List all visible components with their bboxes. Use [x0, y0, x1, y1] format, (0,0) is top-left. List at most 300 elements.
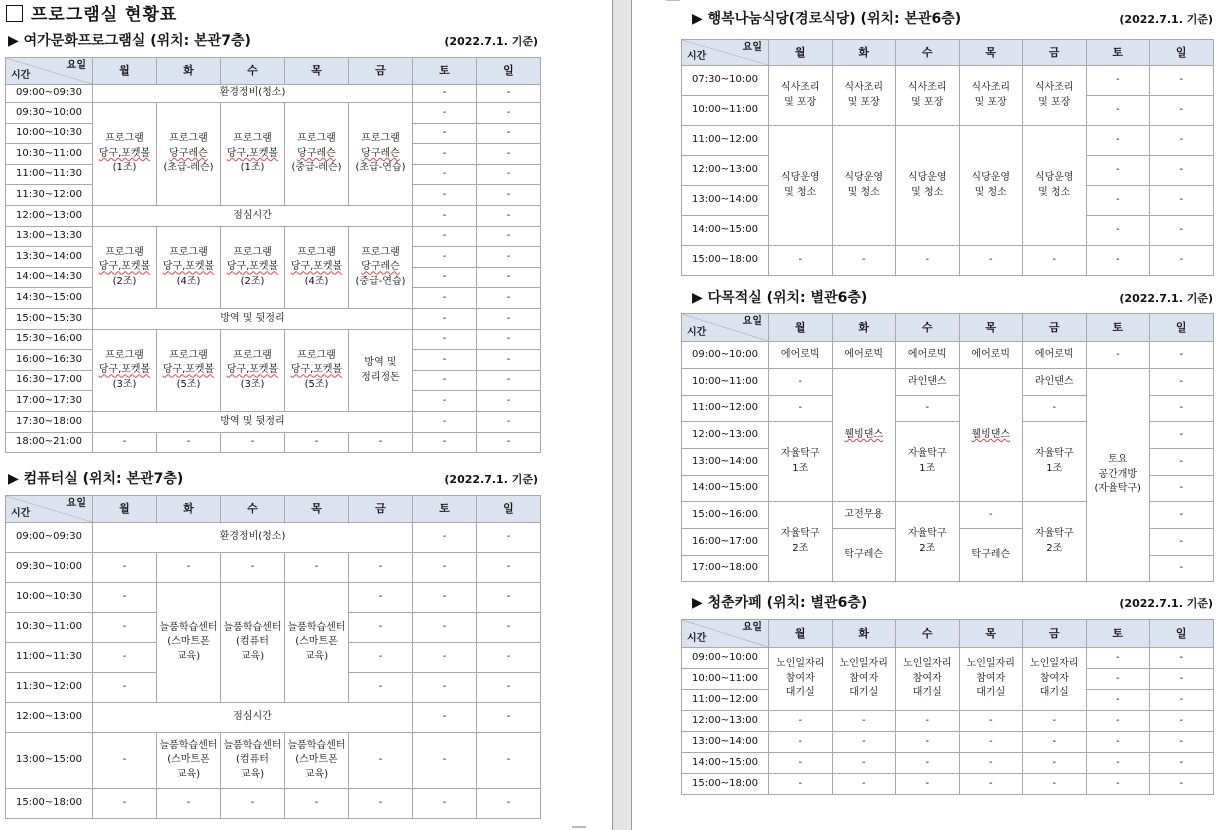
program-block-cell: [93, 330, 157, 412]
empty-slot-cell: -: [157, 433, 221, 453]
table-tennis-lesson-cell: 탁구레슨: [832, 529, 896, 582]
day-header: 일: [1150, 40, 1214, 66]
empty-slot-cell: -: [413, 206, 477, 227]
program-block-cell: [349, 330, 413, 412]
education-entry-line: 늘품학습센터: [287, 739, 346, 751]
empty-slot-cell: -: [413, 247, 477, 268]
wellbeing-dance-cell: [832, 369, 896, 502]
program-entry-line: 당구,포켓볼: [162, 364, 215, 376]
cleanup-cell: 방역 및 뒷정리: [93, 309, 413, 330]
table-tennis-group-cell: [896, 422, 960, 502]
empty-slot-cell: -: [1023, 774, 1087, 795]
empty-slot-cell: -: [413, 643, 477, 673]
day-header: 토: [1086, 40, 1150, 66]
program-entry-line: 프로그램: [105, 133, 144, 145]
day-header: 일: [1150, 620, 1214, 648]
empty-slot-cell: -: [832, 732, 896, 753]
cafeteria-run-cell: [769, 126, 833, 246]
meal-entry-line: 및 청소: [974, 186, 1007, 198]
empty-slot-cell: -: [769, 774, 833, 795]
program-entry-line: 당구,포켓볼: [290, 261, 343, 273]
empty-slot-cell: -: [413, 613, 477, 643]
empty-slot-cell: -: [896, 396, 960, 422]
empty-slot-cell: -: [221, 553, 285, 583]
table-tennis-group-line: 자율탁구: [1034, 448, 1074, 459]
corner-day-label: 요일: [66, 498, 86, 509]
empty-slot-cell: -: [1023, 246, 1087, 276]
time-cell: 18:00~21:00: [6, 433, 93, 453]
empty-slot-cell: -: [1086, 648, 1150, 669]
day-header: 화: [832, 620, 896, 648]
page-corner-mark: [666, 0, 680, 1]
checkbox-icon: [6, 5, 23, 22]
aerobics-cell: 에어로빅: [959, 342, 1023, 369]
day-header: 월: [769, 314, 833, 342]
computer-room-table: [5, 495, 541, 819]
wellbeing-dance-cell: [959, 369, 1023, 502]
day-header: 수: [221, 58, 285, 85]
empty-slot-cell: -: [349, 733, 413, 789]
empty-slot-cell: -: [1086, 186, 1150, 216]
program-entry-line: 프로그램: [169, 246, 208, 258]
program-block-cell: [157, 227, 221, 309]
empty-slot-cell: -: [349, 433, 413, 453]
program-entry-line: (3조): [240, 378, 265, 390]
program-block-cell: [349, 227, 413, 309]
program-entry-line: 당구레슨: [361, 261, 400, 273]
time-cell: 14:00~15:00: [682, 753, 769, 774]
multipurpose-room-title: ▶ 다목적실 (위치: 별관6층): [692, 290, 868, 306]
header-corner-cell: [682, 314, 769, 342]
empty-slot-cell: -: [1150, 529, 1214, 556]
empty-slot-cell: -: [93, 613, 157, 643]
day-header: 목: [285, 496, 349, 523]
empty-slot-cell: -: [93, 673, 157, 703]
time-cell: 13:30~14:00: [6, 247, 93, 268]
day-header: 금: [349, 58, 413, 85]
wellbeing-dance-label: 웰빙댄스: [971, 428, 1011, 440]
empty-slot-cell: -: [349, 553, 413, 583]
meal-entry-line: 식사조리: [907, 82, 947, 93]
env-cleanup-cell: 환경정비(청소): [93, 523, 413, 553]
program-entry-line: 프로그램: [297, 349, 336, 361]
saturday-open-space-line: (자율탁구): [1094, 483, 1141, 495]
table-tennis-group-cell: [1023, 422, 1087, 502]
empty-slot-cell: -: [1150, 690, 1214, 711]
page-corner-mark: [572, 826, 586, 828]
waiting-room-entry-line: 참여자: [976, 672, 1006, 684]
program-entry-line: 당구레슨: [169, 147, 208, 159]
waiting-room-cell: [896, 648, 960, 711]
youth-cafe-table: [681, 619, 1214, 795]
meal-entry-line: 및 포장: [974, 96, 1007, 108]
meal-entry-line: 식당운영: [971, 172, 1011, 183]
day-header: 화: [832, 314, 896, 342]
time-cell: 12:00~13:00: [6, 703, 93, 733]
computer-room-date: (2022.7.1. 기준): [444, 473, 538, 486]
meal-prep-cell: [769, 66, 833, 126]
program-entry-line: 프로그램: [297, 246, 336, 258]
empty-slot-cell: -: [1023, 753, 1087, 774]
empty-slot-cell: -: [1150, 732, 1214, 753]
empty-slot-cell: -: [413, 350, 477, 371]
empty-slot-cell: -: [285, 553, 349, 583]
program-entry-line: 당구레슨: [361, 147, 400, 159]
empty-slot-cell: -: [285, 789, 349, 819]
empty-slot-cell: -: [413, 703, 477, 733]
education-entry-line: 늘품학습센터: [287, 621, 346, 633]
cafeteria-title: ▶ 행복나눔식당(경로식당) (위치: 본관6층): [692, 11, 962, 27]
day-header: 일: [477, 496, 541, 523]
time-cell: 15:00~16:00: [682, 502, 769, 529]
time-cell: 11:00~12:00: [682, 396, 769, 422]
leisure-room-date: (2022.7.1. 기준): [444, 35, 538, 48]
meal-prep-cell: [1023, 66, 1087, 126]
waiting-room-entry-line: 참여자: [785, 672, 815, 684]
empty-slot-cell: -: [1150, 476, 1214, 502]
aerobics-cell: 에어로빅: [832, 342, 896, 369]
waiting-room-entry-line: 노인일자리: [966, 658, 1015, 670]
time-cell: 12:00~13:00: [682, 156, 769, 186]
right-page: [632, 0, 1221, 830]
empty-slot-cell: -: [477, 103, 541, 124]
time-cell: 13:00~14:00: [682, 186, 769, 216]
empty-slot-cell: -: [896, 711, 960, 732]
empty-slot-cell: -: [477, 268, 541, 288]
table-tennis-group-line: 자율탁구: [907, 448, 947, 459]
empty-slot-cell: -: [1086, 126, 1150, 156]
program-entry-line: (중급-레슨): [291, 162, 342, 174]
day-header: 월: [93, 58, 157, 85]
waiting-room-entry-line: 노인일자리: [839, 658, 888, 670]
program-entry-line: (5조): [176, 378, 201, 390]
empty-slot-cell: -: [477, 391, 541, 412]
empty-slot-cell: -: [959, 753, 1023, 774]
program-entry-line: (3조): [112, 378, 137, 390]
empty-slot-cell: -: [1150, 422, 1214, 449]
education-entry-line: (컴퓨터: [236, 754, 269, 766]
time-cell: 13:00~14:00: [682, 732, 769, 753]
corner-time-label: 시간: [687, 326, 707, 338]
meal-entry-line: 및 청소: [784, 186, 817, 198]
empty-slot-cell: -: [1086, 342, 1150, 369]
day-header: 수: [896, 40, 960, 66]
empty-slot-cell: -: [1150, 342, 1214, 369]
program-entry-line: 프로그램: [105, 246, 144, 258]
cafeteria-run-cell: [1023, 126, 1087, 246]
saturday-open-space-cell: [1086, 369, 1150, 582]
empty-slot-cell: -: [769, 753, 833, 774]
table-tennis-group-line: 자율탁구: [1034, 528, 1074, 539]
empty-slot-cell: -: [413, 309, 477, 330]
program-entry-line: 당구,포켓볼: [226, 364, 279, 376]
empty-slot-cell: -: [413, 330, 477, 350]
cafeteria-run-cell: [959, 126, 1023, 246]
empty-slot-cell: -: [769, 711, 833, 732]
empty-slot-cell: -: [1086, 96, 1150, 126]
empty-slot-cell: -: [157, 789, 221, 819]
time-cell: 09:00~09:30: [6, 85, 93, 103]
program-entry-line: (초급-연습): [355, 162, 406, 174]
time-cell: 09:00~10:00: [682, 648, 769, 669]
day-header: 일: [477, 58, 541, 85]
time-cell: 17:00~18:00: [682, 556, 769, 582]
empty-slot-cell: -: [413, 412, 477, 433]
empty-slot-cell: -: [769, 732, 833, 753]
computer-room-title: ▶ 컴퓨터실 (위치: 본관7층): [8, 471, 184, 487]
empty-slot-cell: -: [1150, 66, 1214, 96]
aerobics-cell: 에어로빅: [769, 342, 833, 369]
page-gutter: [612, 0, 632, 830]
time-cell: 15:00~18:00: [682, 774, 769, 795]
education-entry-line: 늘품학습센터: [223, 739, 282, 751]
empty-slot-cell: -: [959, 246, 1023, 276]
education-cell: [221, 733, 285, 789]
empty-slot-cell: -: [832, 753, 896, 774]
empty-slot-cell: -: [1086, 156, 1150, 186]
empty-slot-cell: -: [896, 753, 960, 774]
waiting-room-cell: [1023, 648, 1087, 711]
waiting-room-entry-line: 대기실: [849, 687, 879, 699]
program-entry-line: 방역 및: [364, 357, 397, 368]
corner-time-label: 시간: [687, 632, 707, 644]
empty-slot-cell: -: [477, 733, 541, 789]
empty-slot-cell: -: [93, 643, 157, 673]
empty-slot-cell: -: [477, 288, 541, 309]
program-entry-line: 당구,포켓볼: [98, 147, 151, 159]
empty-slot-cell: -: [1086, 774, 1150, 795]
day-header: 화: [832, 40, 896, 66]
program-entry-line: (2조): [112, 275, 137, 287]
waiting-room-cell: [769, 648, 833, 711]
empty-slot-cell: -: [1150, 186, 1214, 216]
time-cell: 14:00~15:00: [682, 476, 769, 502]
empty-slot-cell: -: [477, 350, 541, 371]
time-cell: 14:00~15:00: [682, 216, 769, 246]
empty-slot-cell: -: [221, 433, 285, 453]
empty-slot-cell: -: [832, 774, 896, 795]
day-header: 목: [959, 314, 1023, 342]
program-entry-line: 프로그램: [297, 133, 336, 145]
empty-slot-cell: -: [413, 85, 477, 103]
empty-slot-cell: -: [349, 613, 413, 643]
table-tennis-group-line: 1조: [1046, 462, 1063, 474]
time-cell: 14:00~14:30: [6, 268, 93, 288]
empty-slot-cell: -: [413, 523, 477, 553]
education-entry-line: 교육): [176, 650, 201, 662]
program-entry-line: (1조): [112, 162, 137, 174]
empty-slot-cell: -: [1150, 96, 1214, 126]
saturday-open-space-line: 공간개방: [1098, 468, 1138, 480]
time-cell: 13:00~13:30: [6, 227, 93, 247]
program-entry-line: 당구레슨: [297, 147, 336, 159]
empty-slot-cell: -: [413, 144, 477, 165]
table-tennis-group-cell: [769, 422, 833, 502]
empty-slot-cell: -: [413, 124, 477, 144]
day-header: 월: [769, 620, 833, 648]
empty-slot-cell: -: [93, 733, 157, 789]
day-header: 수: [221, 496, 285, 523]
meal-entry-line: 식당운영: [844, 172, 884, 183]
day-header: 수: [896, 620, 960, 648]
empty-slot-cell: -: [477, 185, 541, 206]
education-entry-line: 늘품학습센터: [159, 739, 218, 751]
time-cell: 13:00~14:00: [682, 449, 769, 476]
empty-slot-cell: -: [1023, 711, 1087, 732]
time-cell: 17:00~17:30: [6, 391, 93, 412]
day-header: 금: [1023, 40, 1087, 66]
program-entry-line: 프로그램: [233, 349, 272, 361]
header-corner-cell: [6, 58, 93, 85]
program-entry-line: 당구,포켓볼: [98, 364, 151, 376]
empty-slot-cell: -: [896, 246, 960, 276]
empty-slot-cell: -: [93, 553, 157, 583]
empty-slot-cell: -: [413, 583, 477, 613]
empty-slot-cell: -: [477, 523, 541, 553]
empty-slot-cell: -: [477, 703, 541, 733]
day-header: 화: [157, 496, 221, 523]
empty-slot-cell: -: [413, 103, 477, 124]
waiting-room-entry-line: 노인일자리: [1030, 658, 1079, 670]
program-entry-line: 당구,포켓볼: [290, 364, 343, 376]
waiting-room-entry-line: 참여자: [912, 672, 942, 684]
time-cell: 10:00~11:00: [682, 96, 769, 126]
leisure-room-table: [5, 57, 541, 453]
program-entry-line: 정리정돈: [361, 371, 400, 383]
table-tennis-lesson-cell: 탁구레슨: [959, 529, 1023, 582]
time-cell: 13:00~15:00: [6, 733, 93, 789]
program-block-cell: [93, 227, 157, 309]
empty-slot-cell: -: [1086, 732, 1150, 753]
empty-slot-cell: -: [1150, 126, 1214, 156]
meal-entry-line: 식당운영: [780, 172, 820, 183]
cafeteria-run-cell: [832, 126, 896, 246]
program-entry-line: (2조): [240, 275, 265, 287]
time-cell: 14:30~15:00: [6, 288, 93, 309]
empty-slot-cell: -: [832, 711, 896, 732]
day-header: 목: [959, 620, 1023, 648]
education-entry-line: (스마트폰: [167, 636, 210, 648]
time-cell: 10:00~10:30: [6, 124, 93, 144]
saturday-open-space-line: 토요: [1108, 454, 1128, 466]
empty-slot-cell: -: [1150, 246, 1214, 276]
program-block-cell: [285, 103, 349, 206]
time-cell: 11:00~11:30: [6, 643, 93, 673]
time-cell: 12:00~13:00: [682, 711, 769, 732]
education-entry-line: (스마트폰: [295, 636, 338, 648]
table-tennis-group-line: 2조: [792, 542, 809, 554]
day-header: 토: [413, 496, 477, 523]
waiting-room-entry-line: 대기실: [785, 687, 815, 699]
empty-slot-cell: -: [413, 789, 477, 819]
meal-entry-line: 및 포장: [911, 96, 944, 108]
empty-slot-cell: -: [93, 789, 157, 819]
program-block-cell: [93, 103, 157, 206]
time-cell: 09:00~09:30: [6, 523, 93, 553]
day-header: 월: [93, 496, 157, 523]
table-tennis-group-cell: [896, 502, 960, 582]
empty-slot-cell: -: [1150, 216, 1214, 246]
time-cell: 11:00~12:00: [682, 690, 769, 711]
empty-slot-cell: -: [221, 789, 285, 819]
empty-slot-cell: -: [413, 673, 477, 703]
meal-entry-line: 식당운영: [1034, 172, 1074, 183]
empty-slot-cell: -: [413, 391, 477, 412]
day-header: 수: [896, 314, 960, 342]
program-block-cell: [221, 330, 285, 412]
education-entry-line: (스마트폰: [295, 754, 338, 766]
empty-slot-cell: -: [769, 369, 833, 396]
waiting-room-cell: [832, 648, 896, 711]
empty-slot-cell: -: [477, 247, 541, 268]
meal-entry-line: 및 포장: [1038, 96, 1071, 108]
empty-slot-cell: -: [477, 553, 541, 583]
empty-slot-cell: -: [1150, 396, 1214, 422]
table-tennis-group-line: 자율탁구: [907, 528, 947, 539]
empty-slot-cell: -: [477, 227, 541, 247]
program-block-cell: [349, 103, 413, 206]
program-entry-line: 프로그램: [233, 133, 272, 145]
program-entry-line: 프로그램: [169, 133, 208, 145]
empty-slot-cell: -: [1150, 449, 1214, 476]
corner-day-label: 요일: [66, 60, 86, 71]
empty-slot-cell: -: [1023, 396, 1087, 422]
empty-slot-cell: -: [477, 165, 541, 185]
time-cell: 16:00~16:30: [6, 350, 93, 371]
empty-slot-cell: -: [477, 643, 541, 673]
empty-slot-cell: -: [477, 789, 541, 819]
cafeteria-date: (2022.7.1. 기준): [1119, 13, 1213, 26]
empty-slot-cell: -: [959, 502, 1023, 529]
empty-slot-cell: -: [477, 330, 541, 350]
corner-time-label: 시간: [11, 69, 31, 81]
table-tennis-group-line: 1조: [919, 462, 936, 474]
empty-slot-cell: -: [413, 227, 477, 247]
waiting-room-entry-line: 노인일자리: [776, 658, 825, 670]
time-cell: 09:30~10:00: [6, 553, 93, 583]
lunch-cell: 점심시간: [93, 703, 413, 733]
meal-entry-line: 및 포장: [784, 96, 817, 108]
youth-cafe-title: ▶ 청춘카페 (위치: 별관6층): [692, 595, 868, 611]
empty-slot-cell: -: [1150, 556, 1214, 582]
time-cell: 09:30~10:00: [6, 103, 93, 124]
day-header: 일: [1150, 314, 1214, 342]
education-cell: [285, 733, 349, 789]
table-tennis-group-line: 자율탁구: [780, 528, 820, 539]
corner-day-label: 요일: [742, 622, 762, 633]
line-dance-cell: 라인댄스: [896, 369, 960, 396]
empty-slot-cell: -: [413, 553, 477, 583]
program-entry-line: 프로그램: [169, 349, 208, 361]
empty-slot-cell: -: [1150, 502, 1214, 529]
education-cell: [157, 733, 221, 789]
day-header: 금: [349, 496, 413, 523]
empty-slot-cell: -: [477, 613, 541, 643]
education-entry-line: 늘품학습센터: [159, 621, 218, 633]
education-entry-line: (컴퓨터: [236, 636, 269, 648]
empty-slot-cell: -: [896, 774, 960, 795]
education-entry-line: 늘품학습센터: [223, 621, 282, 633]
empty-slot-cell: -: [477, 433, 541, 453]
cafeteria-run-cell: [896, 126, 960, 246]
education-entry-line: 교육): [304, 650, 329, 662]
waiting-room-entry-line: 대기실: [1039, 687, 1069, 699]
time-cell: 11:00~11:30: [6, 165, 93, 185]
time-cell: 12:00~13:00: [6, 206, 93, 227]
corner-time-label: 시간: [11, 507, 31, 519]
program-block-cell: [157, 330, 221, 412]
meal-entry-line: 식사조리: [971, 82, 1011, 93]
